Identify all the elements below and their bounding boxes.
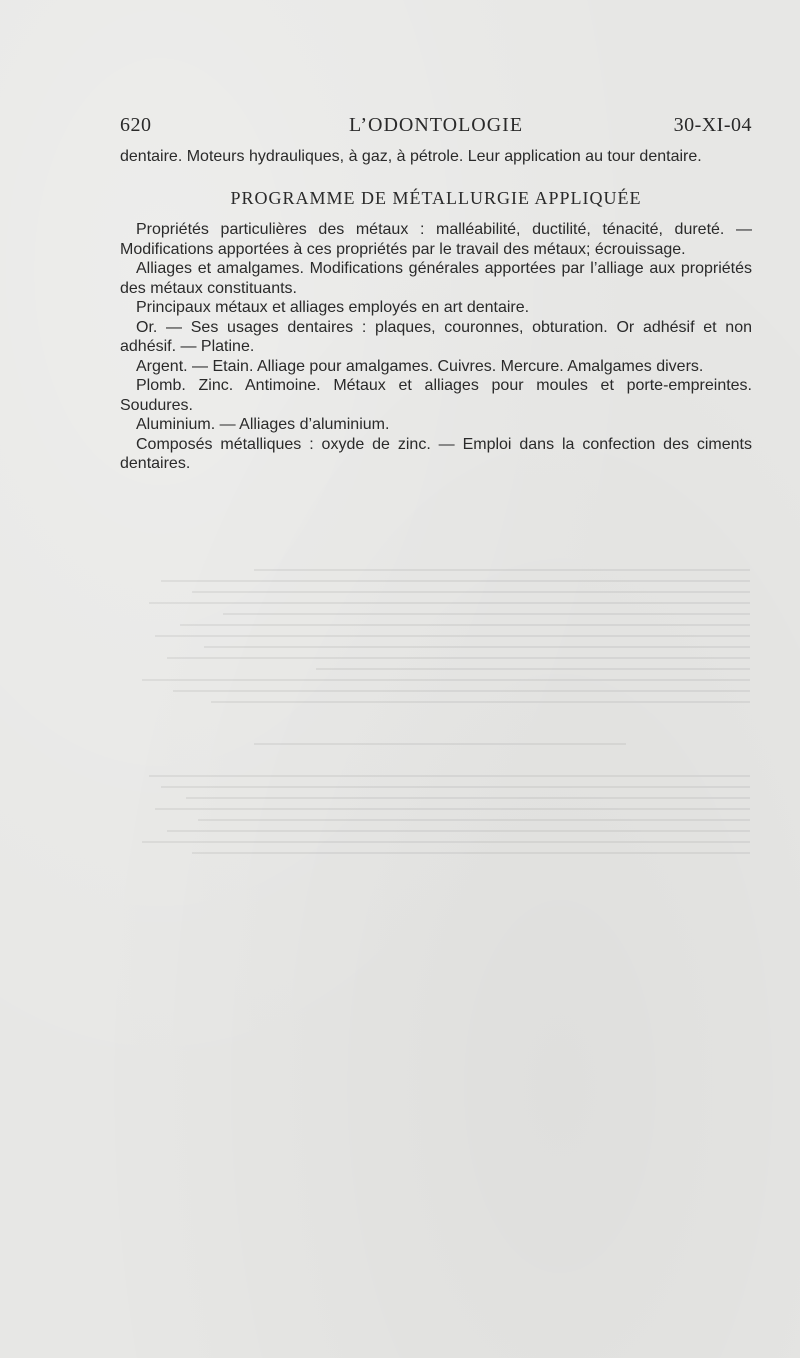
reverse-side-bleed-through — [130, 560, 750, 1240]
paragraph-proprietes: Propriétés particulières des métaux : malléabilité, ductilité, ténacité, dureté. — Modifications apportées à ces propriétés par le travail des métaux; écrouissage. — [120, 221, 752, 258]
issue-date: 30-XI-04 — [673, 114, 752, 136]
intro-paragraph: dentaire. Moteurs hydrauliques, à gaz, à pétrole. Leur application au tour dentaire. — [120, 148, 702, 165]
paragraph-composes: Composés métalliques : oxyde de zinc. — Emploi dans la confection des ciments dentaires. — [120, 435, 752, 472]
section-title: PROGRAMME DE MÉTALLURGIE APPLIQUÉE — [230, 187, 642, 208]
running-header — [120, 110, 752, 140]
page-body — [120, 147, 752, 474]
paragraph-or: Or. — Ses usages dentaires : plaques, couronnes, obturation. Or adhésif et non adhésif. — Platine. — [120, 318, 752, 355]
paragraph-plomb: Plomb. Zinc. Antimoine. Métaux et alliages pour moules et porte-empreintes. Soudures. — [120, 377, 752, 414]
journal-title: L’ODONTOLOGIE — [348, 114, 524, 136]
paragraph-principaux-metaux: Principaux métaux et alliages employés en art dentaire. — [136, 299, 530, 316]
paragraph-alliages: Alliages et amalgames. Modifications générales apportées par l’alliage aux propriétés des métaux constituants. — [120, 260, 752, 297]
page-number: 620 — [120, 114, 152, 136]
paragraph-argent: Argent. — Etain. Alliage pour amalgames. Cuivres. Mercure. Amalgames divers. — [136, 357, 704, 375]
paragraph-aluminium: Aluminium. — Alliages d’aluminium. — [136, 416, 390, 433]
